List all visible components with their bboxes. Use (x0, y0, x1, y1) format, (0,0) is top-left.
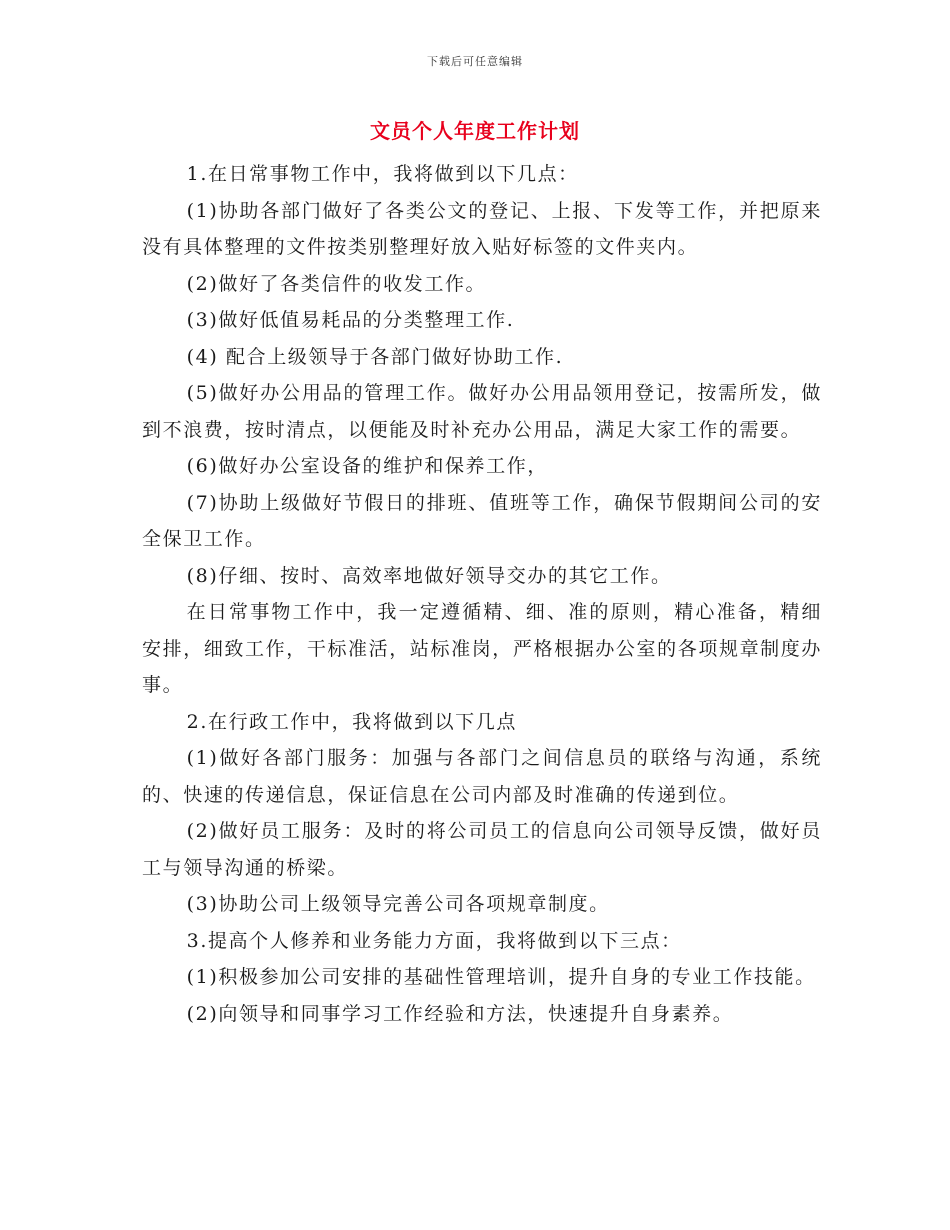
page-header-note: 下载后可任意编辑 (427, 55, 523, 68)
paragraph-section-2-heading: 2.在行政工作中，我将做到以下几点 (186, 710, 517, 733)
paragraph-item: (5)做好办公用品的管理工作。做好办公用品领用登记，按需所发，做到不浪费，按时清点，以便能及时补充办公用品，满足大家工作的需要。 (142, 382, 822, 441)
paragraph-item: (1)积极参加公司安排的基础性管理培训，提升自身的专业工作技能。 (186, 966, 816, 988)
paragraph-section-1-heading: 1.在日常事物工作中，我将做到以下几点： (186, 163, 579, 185)
paragraph-section-3-heading: 3.提高个人修养和业务能力方面，我将做到以下三点： (186, 929, 682, 952)
document-title: 文员个人年度工作计划 (370, 119, 580, 143)
paragraph-item: (2)做好了各类信件的收发工作。 (186, 272, 487, 295)
paragraph-item: (4) 配合上级领导于各部门做好协助工作. (186, 345, 564, 368)
document-body (142, 156, 822, 1032)
paragraph-item: (3)协助公司上级领导完善公司各项规章制度。 (186, 893, 610, 915)
paragraph-item: (1)协助各部门做好了各类公文的登记、上报、下发等工作，并把原来没有具体整理的文件按类别整理好放入贴好标签的文件夹内。 (142, 199, 822, 258)
paragraph-item: (3)做好低值易耗品的分类整理工作. (186, 309, 515, 331)
paragraph-summary: 在日常事物工作中，我一定遵循精、细、准的原则，精心准备，精细安排，细致工作，干标准活，站标准岗，严格根据办公室的各项规章制度办事。 (142, 601, 822, 696)
paragraph-item: (2)向领导和同事学习工作经验和方法，快速提升自身素养。 (186, 1002, 734, 1025)
paragraph-item: (1)做好各部门服务：加强与各部门之间信息员的联络与沟通，系统的、快速的传递信息，保证信息在公司内部及时准确的传递到位。 (142, 747, 822, 806)
paragraph-item: (6)做好办公室设备的维护和保养工作， (186, 455, 548, 477)
paragraph-item: (2)做好员工服务：及时的将公司员工的信息向公司领导反馈，做好员工与领导沟通的桥梁。 (142, 820, 822, 879)
paragraph-item: (7)协助上级做好节假日的排班、值班等工作，确保节假期间公司的安全保卫工作。 (142, 491, 822, 550)
paragraph-item: (8)仔细、按时、高效率地做好领导交办的其它工作。 (186, 564, 672, 587)
